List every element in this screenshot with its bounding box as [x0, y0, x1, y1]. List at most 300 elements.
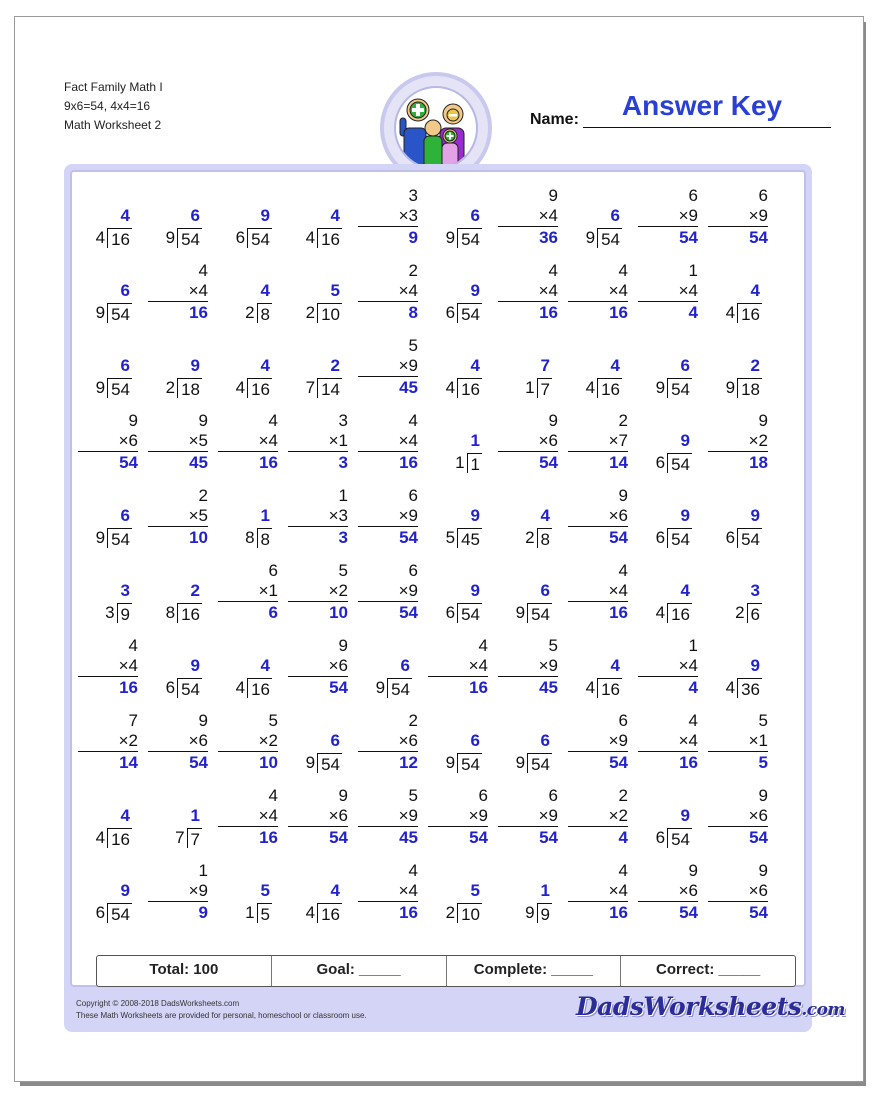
- product-answer: 8: [408, 303, 418, 322]
- multiplier: ×2: [218, 731, 278, 752]
- product-answer: 45: [399, 828, 418, 847]
- division-problem: [288, 186, 348, 249]
- multiplier: ×4: [358, 881, 418, 902]
- multiplier: ×4: [638, 281, 698, 302]
- brand-logo: [576, 992, 845, 1021]
- multiplier: ×3: [358, 206, 418, 227]
- divisor: 4: [585, 678, 596, 697]
- quotient-answer: 2: [330, 356, 340, 375]
- multiplier: ×9: [148, 881, 208, 902]
- quotient-answer: 6: [610, 206, 620, 225]
- multiplicand: 6: [758, 186, 768, 205]
- multiplier: ×6: [288, 806, 348, 827]
- division-bracket: [446, 903, 482, 923]
- dividend: 54: [387, 678, 412, 698]
- multiplication-problem: [358, 786, 418, 848]
- score-box: [96, 955, 796, 987]
- division-bracket: [236, 378, 272, 398]
- dividend: 54: [247, 228, 272, 248]
- multiplier: ×9: [358, 356, 418, 377]
- product-answer: 45: [399, 378, 418, 397]
- divisor: 9: [95, 528, 106, 547]
- division-bracket: [735, 603, 762, 623]
- division-problem: [638, 411, 698, 474]
- division-bracket: [446, 753, 482, 773]
- multiplicand: 9: [758, 861, 768, 880]
- quotient-answer: 4: [540, 506, 550, 525]
- product-answer: 5: [758, 753, 768, 772]
- name-label: Name:: [530, 111, 579, 128]
- dividend: 5: [257, 903, 272, 923]
- division-problem: [638, 561, 698, 624]
- product-answer: 12: [399, 753, 418, 772]
- dividend: 54: [177, 228, 202, 248]
- multiplication-problem: [428, 636, 488, 698]
- product-answer: 9: [198, 903, 208, 922]
- division-bracket: [516, 603, 552, 623]
- multiplicand: 4: [548, 261, 558, 280]
- multiplicand: 4: [268, 786, 278, 805]
- product-answer: 54: [539, 828, 558, 847]
- multiplication-problem: [358, 561, 418, 623]
- multiplication-problem: [708, 711, 768, 773]
- division-problem: [218, 186, 278, 249]
- divisor: 7: [305, 378, 316, 397]
- dividend: 16: [317, 903, 342, 923]
- multiplication-problem: [288, 486, 348, 548]
- multiplicand: 5: [758, 711, 768, 730]
- multiplication-problem: [148, 261, 208, 323]
- multiplication-problem: [78, 636, 138, 698]
- multiplier: ×9: [568, 731, 628, 752]
- multiplication-problem: [148, 411, 208, 473]
- divisor: 9: [585, 228, 596, 247]
- multiplicand: 1: [688, 261, 698, 280]
- multiplicand: 5: [408, 336, 418, 355]
- divisor: 7: [175, 828, 185, 847]
- multiplication-problem: [568, 711, 628, 773]
- division-bracket: [306, 228, 342, 248]
- multiplication-problem: [218, 411, 278, 473]
- multiplicand: 4: [198, 261, 208, 280]
- division-bracket: [446, 303, 482, 323]
- multiplicand: 1: [198, 861, 208, 880]
- complete-cell: Complete: _____: [447, 956, 622, 986]
- division-bracket: [525, 528, 552, 548]
- division-bracket: [726, 678, 762, 698]
- divisor: 3: [105, 603, 115, 622]
- multiplicand: 2: [408, 711, 418, 730]
- division-bracket: [96, 303, 132, 323]
- dividend: 16: [247, 378, 272, 398]
- dividend: 10: [317, 303, 342, 323]
- division-problem: [78, 336, 138, 399]
- division-bracket: [656, 828, 692, 848]
- quotient-answer: 6: [470, 206, 480, 225]
- quotient-answer: 2: [190, 581, 200, 600]
- multiplicand: 6: [618, 711, 628, 730]
- quotient-answer: 5: [470, 881, 480, 900]
- dividend: 54: [667, 378, 692, 398]
- division-bracket: [656, 378, 692, 398]
- multiplier: ×4: [218, 431, 278, 452]
- division-problem: [428, 261, 488, 324]
- division-problem: [428, 486, 488, 549]
- multiplier: ×9: [708, 206, 768, 227]
- multiplier: ×9: [498, 806, 558, 827]
- dividend: 18: [737, 378, 762, 398]
- quotient-answer: 6: [120, 506, 130, 525]
- multiplicand: 4: [618, 861, 628, 880]
- division-problem: [498, 711, 558, 774]
- dividend: 54: [527, 753, 552, 773]
- divisor: 8: [245, 528, 255, 547]
- dividend: 1: [467, 453, 482, 473]
- divisor: 1: [525, 378, 535, 397]
- division-bracket: [96, 903, 132, 923]
- quotient-answer: 6: [330, 731, 340, 750]
- multiplier: ×9: [428, 806, 488, 827]
- division-bracket: [166, 378, 202, 398]
- multiplier: ×6: [568, 506, 628, 527]
- quotient-answer: 4: [750, 281, 760, 300]
- quotient-answer: 9: [190, 356, 200, 375]
- quotient-answer: 1: [190, 806, 200, 825]
- multiplier: ×6: [78, 431, 138, 452]
- multiplicand: 3: [408, 186, 418, 205]
- divisor: 4: [95, 828, 106, 847]
- division-problem: [288, 261, 348, 324]
- quotient-answer: 6: [540, 581, 550, 600]
- multiplication-problem: [428, 786, 488, 848]
- product-answer: 16: [259, 453, 278, 472]
- division-problem: [708, 261, 768, 324]
- total-cell: Total: 100: [97, 956, 272, 986]
- division-problem: [428, 186, 488, 249]
- division-bracket: [166, 228, 202, 248]
- quotient-answer: 9: [680, 506, 690, 525]
- multiplication-problem: [498, 261, 558, 323]
- product-answer: 54: [329, 678, 348, 697]
- quotient-answer: 4: [260, 281, 270, 300]
- dividend: 7: [187, 828, 202, 848]
- multiplication-problem: [288, 636, 348, 698]
- division-bracket: [245, 303, 272, 323]
- product-answer: 16: [399, 453, 418, 472]
- dividend: 54: [667, 528, 692, 548]
- divisor: 9: [445, 228, 456, 247]
- multiplicand: 9: [758, 411, 768, 430]
- multiplicand: 9: [548, 411, 558, 430]
- dividend: 54: [107, 378, 132, 398]
- quotient-answer: 9: [260, 206, 270, 225]
- division-problem: [428, 561, 488, 624]
- division-problem: [148, 186, 208, 249]
- multiplication-problem: [78, 411, 138, 473]
- quotient-answer: 6: [540, 731, 550, 750]
- dividend: 54: [457, 303, 482, 323]
- multiplier: ×4: [428, 656, 488, 677]
- product-answer: 4: [618, 828, 628, 847]
- quotient-answer: 9: [680, 431, 690, 450]
- product-answer: 16: [609, 903, 628, 922]
- dividend: 8: [537, 528, 552, 548]
- answer-key-label: Answer Key: [621, 90, 783, 121]
- dividend: 7: [537, 378, 552, 398]
- division-bracket: [306, 303, 342, 323]
- quotient-answer: 5: [330, 281, 340, 300]
- product-answer: 16: [679, 753, 698, 772]
- division-problem: [638, 486, 698, 549]
- quotient-answer: 9: [680, 806, 690, 825]
- division-problem: [78, 486, 138, 549]
- multiplicand: 4: [618, 561, 628, 580]
- multiplicand: 4: [408, 411, 418, 430]
- quotient-answer: 9: [190, 656, 200, 675]
- quotient-answer: 9: [750, 656, 760, 675]
- divisor: 9: [525, 903, 535, 922]
- divisor: 2: [165, 378, 176, 397]
- divisor: 9: [515, 753, 526, 772]
- product-answer: 54: [679, 228, 698, 247]
- multiplication-problem: [358, 411, 418, 473]
- quotient-answer: 1: [540, 881, 550, 900]
- dividend: 54: [317, 753, 342, 773]
- product-answer: 10: [189, 528, 208, 547]
- product-answer: 16: [609, 303, 628, 322]
- division-problem: [708, 486, 768, 549]
- copyright-text: Copyright © 2008-2018 DadsWorksheets.com: [76, 999, 240, 1008]
- multiplication-problem: [498, 411, 558, 473]
- division-problem: [498, 561, 558, 624]
- dividend: 14: [317, 378, 342, 398]
- multiplier: ×2: [708, 431, 768, 452]
- product-answer: 54: [749, 828, 768, 847]
- divisor: 9: [305, 753, 316, 772]
- multiplier: ×7: [568, 431, 628, 452]
- division-problem: [218, 636, 278, 699]
- multiplier: ×4: [498, 281, 558, 302]
- dividend: 6: [747, 603, 762, 623]
- multiplier: ×3: [288, 506, 348, 527]
- quotient-answer: 3: [120, 581, 130, 600]
- product-answer: 54: [189, 753, 208, 772]
- division-bracket: [166, 678, 202, 698]
- divisor: 2: [445, 903, 456, 922]
- divisor: 6: [655, 828, 666, 847]
- dividend: 54: [667, 828, 692, 848]
- dividend: 9: [537, 903, 552, 923]
- divisor: 9: [95, 378, 106, 397]
- divisor: 4: [95, 228, 106, 247]
- multiplicand: 5: [408, 786, 418, 805]
- brand-suffix: .com: [801, 1000, 845, 1020]
- division-problem: [218, 336, 278, 399]
- multiplicand: 6: [548, 786, 558, 805]
- divisor: 4: [305, 903, 316, 922]
- division-bracket: [306, 903, 342, 923]
- quotient-answer: 6: [680, 356, 690, 375]
- product-answer: 54: [539, 453, 558, 472]
- division-problem: [148, 336, 208, 399]
- quotient-answer: 1: [470, 431, 480, 450]
- multiplication-problem: [568, 261, 628, 323]
- division-bracket: [656, 603, 692, 623]
- division-bracket: [166, 603, 202, 623]
- multiplicand: 3: [338, 411, 348, 430]
- product-answer: 16: [609, 603, 628, 622]
- multiplication-problem: [708, 786, 768, 848]
- division-bracket: [446, 228, 482, 248]
- division-problem: [78, 861, 138, 924]
- quotient-answer: 4: [330, 881, 340, 900]
- multiplication-problem: [498, 786, 558, 848]
- quotient-answer: 4: [260, 356, 270, 375]
- multiplier: ×6: [498, 431, 558, 452]
- divisor: 5: [445, 528, 456, 547]
- dividend: 54: [667, 453, 692, 473]
- quotient-answer: 6: [400, 656, 410, 675]
- divisor: 4: [235, 378, 246, 397]
- multiplier: ×1: [288, 431, 348, 452]
- product-answer: 14: [609, 453, 628, 472]
- multiplier: ×6: [358, 731, 418, 752]
- dividend: 54: [457, 228, 482, 248]
- multiplication-problem: [568, 786, 628, 848]
- product-answer: 4: [688, 678, 698, 697]
- multiplicand: 4: [408, 861, 418, 880]
- divisor: 6: [445, 303, 456, 322]
- multiplication-problem: [568, 486, 628, 548]
- product-answer: 54: [679, 903, 698, 922]
- dividend: 16: [317, 228, 342, 248]
- division-problem: [428, 336, 488, 399]
- divisor: 4: [445, 378, 456, 397]
- division-problem: [498, 861, 558, 924]
- dividend: 54: [107, 528, 132, 548]
- multiplication-problem: [708, 411, 768, 473]
- division-problem: [638, 786, 698, 849]
- division-problem: [78, 561, 138, 624]
- multiplier: ×4: [218, 806, 278, 827]
- division-bracket: [175, 828, 202, 848]
- quotient-answer: 4: [610, 356, 620, 375]
- division-bracket: [446, 603, 482, 623]
- problem-grid: [70, 170, 806, 987]
- multiplicand: 6: [268, 561, 278, 580]
- division-bracket: [236, 228, 272, 248]
- multiplier: ×6: [708, 881, 768, 902]
- product-answer: 54: [399, 528, 418, 547]
- multiplication-problem: [568, 411, 628, 473]
- multiplicand: 9: [618, 486, 628, 505]
- dividend: 16: [177, 603, 202, 623]
- dividend: 54: [737, 528, 762, 548]
- product-answer: 45: [539, 678, 558, 697]
- division-bracket: [586, 378, 622, 398]
- divisor: 4: [655, 603, 666, 622]
- divisor: 4: [725, 678, 736, 697]
- division-bracket: [96, 528, 132, 548]
- multiplicand: 7: [128, 711, 138, 730]
- worksheet-number: Math Worksheet 2: [64, 118, 162, 132]
- brand-name: DadsWorksheets: [576, 992, 802, 1021]
- division-bracket: [245, 528, 272, 548]
- multiplicand: 9: [688, 861, 698, 880]
- divisor: 6: [655, 453, 666, 472]
- multiplicand: 2: [618, 411, 628, 430]
- divisor: 9: [375, 678, 386, 697]
- product-answer: 3: [338, 528, 348, 547]
- multiplication-problem: [568, 561, 628, 623]
- multiplication-problem: [218, 711, 278, 773]
- division-bracket: [96, 228, 132, 248]
- multiplicand: 9: [198, 711, 208, 730]
- multiplier: ×6: [638, 881, 698, 902]
- division-bracket: [455, 453, 482, 473]
- dividend: 16: [667, 603, 692, 623]
- multiplication-problem: [288, 561, 348, 623]
- correct-cell: Correct: _____: [656, 961, 761, 978]
- multiplication-problem: [218, 561, 278, 623]
- multiplicand: 1: [688, 636, 698, 655]
- multiplier: ×4: [498, 206, 558, 227]
- divisor: 6: [655, 528, 666, 547]
- multiplier: ×2: [78, 731, 138, 752]
- multiplicand: 4: [688, 711, 698, 730]
- division-bracket: [726, 528, 762, 548]
- dividend: 8: [257, 303, 272, 323]
- multiplication-problem: [568, 861, 628, 923]
- quotient-answer: 4: [470, 356, 480, 375]
- division-problem: [428, 711, 488, 774]
- dividend: 16: [107, 228, 132, 248]
- division-bracket: [516, 753, 552, 773]
- product-answer: 10: [329, 603, 348, 622]
- division-problem: [428, 411, 488, 474]
- quotient-answer: 6: [470, 731, 480, 750]
- quotient-answer: 9: [750, 506, 760, 525]
- multiplication-problem: [358, 711, 418, 773]
- multiplier: ×9: [358, 581, 418, 602]
- dividend: 16: [457, 378, 482, 398]
- multiplication-problem: [288, 786, 348, 848]
- quotient-answer: 4: [120, 806, 130, 825]
- worksheet-title: Fact Family Math I: [64, 80, 163, 94]
- multiplier: ×4: [358, 281, 418, 302]
- division-bracket: [105, 603, 132, 623]
- product-answer: 45: [189, 453, 208, 472]
- multiplicand: 4: [618, 261, 628, 280]
- multiplier: ×4: [568, 581, 628, 602]
- dividend: 54: [597, 228, 622, 248]
- product-answer: 54: [469, 828, 488, 847]
- multiplicand: 9: [338, 786, 348, 805]
- division-problem: [148, 786, 208, 849]
- division-bracket: [306, 378, 342, 398]
- division-bracket: [525, 378, 552, 398]
- divisor: 9: [725, 378, 736, 397]
- footer-copyright: [76, 998, 367, 1022]
- divisor: 9: [445, 753, 456, 772]
- product-answer: 18: [749, 453, 768, 472]
- divisor: 1: [245, 903, 255, 922]
- quotient-answer: 5: [260, 881, 270, 900]
- multiplication-problem: [218, 786, 278, 848]
- multiplier: ×2: [288, 581, 348, 602]
- division-problem: [638, 336, 698, 399]
- multiplicand: 6: [408, 561, 418, 580]
